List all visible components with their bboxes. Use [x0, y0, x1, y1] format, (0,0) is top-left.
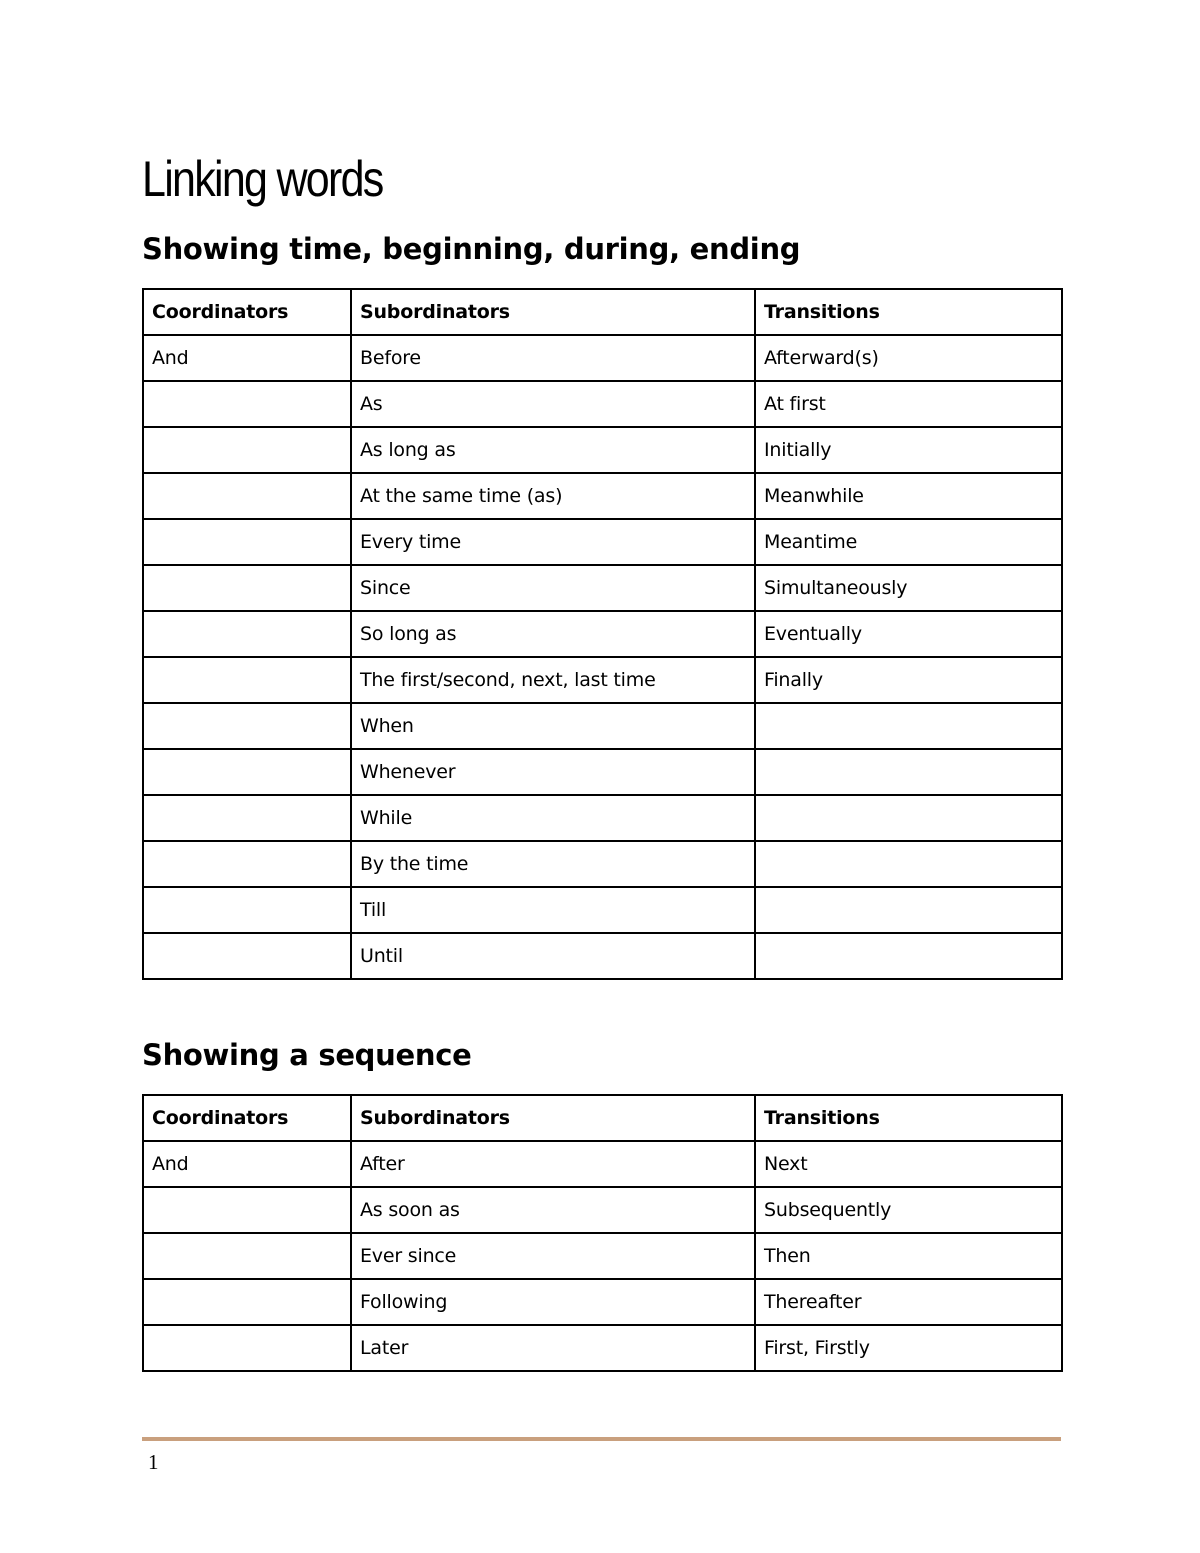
table-row: [143, 1141, 1062, 1187]
subordinator-cell: As long as: [351, 427, 755, 473]
coordinator-cell: [143, 933, 351, 979]
section-heading-time: Showing time, beginning, during, ending: [142, 232, 801, 266]
coordinator-cell: [143, 1279, 351, 1325]
coordinator-cell: And: [143, 335, 351, 381]
transition-cell: Afterward(s): [755, 335, 1062, 381]
coordinator-cell: And: [143, 1141, 351, 1187]
table-header-row: [143, 1095, 1062, 1141]
footer-rule: [142, 1437, 1061, 1441]
coordinator-cell: [143, 795, 351, 841]
table-row: [143, 1187, 1062, 1233]
coordinator-cell: [143, 887, 351, 933]
transition-cell: Meanwhile: [755, 473, 1062, 519]
transition-cell: Initially: [755, 427, 1062, 473]
table-row: [143, 749, 1062, 795]
subordinator-cell: Whenever: [351, 749, 755, 795]
sequence-linking-words-table: [142, 1094, 1063, 1372]
subordinator-cell: Every time: [351, 519, 755, 565]
coordinator-cell: [143, 1187, 351, 1233]
subordinator-cell: Later: [351, 1325, 755, 1371]
coordinator-cell: [143, 703, 351, 749]
transition-cell: At first: [755, 381, 1062, 427]
table-row: [143, 335, 1062, 381]
subordinator-cell: So long as: [351, 611, 755, 657]
subordinator-cell: As soon as: [351, 1187, 755, 1233]
coordinator-cell: [143, 519, 351, 565]
transition-cell: Finally: [755, 657, 1062, 703]
table-row: [143, 381, 1062, 427]
column-header-subordinator: Subordinators: [351, 1095, 755, 1141]
transition-cell: Thereafter: [755, 1279, 1062, 1325]
transition-cell: [755, 841, 1062, 887]
coordinator-cell: [143, 749, 351, 795]
subordinator-cell: As: [351, 381, 755, 427]
table-row: [143, 519, 1062, 565]
subordinator-cell: Till: [351, 887, 755, 933]
column-header-transition: Transitions: [755, 289, 1062, 335]
transition-cell: Simultaneously: [755, 565, 1062, 611]
column-header-transition: Transitions: [755, 1095, 1062, 1141]
transition-cell: Eventually: [755, 611, 1062, 657]
column-header-subordinator: Subordinators: [351, 289, 755, 335]
coordinator-cell: [143, 1325, 351, 1371]
subordinator-cell: The first/second, next, last time: [351, 657, 755, 703]
coordinator-cell: [143, 1233, 351, 1279]
table-row: [143, 933, 1062, 979]
table-row: [143, 887, 1062, 933]
subordinator-cell: Ever since: [351, 1233, 755, 1279]
transition-cell: Next: [755, 1141, 1062, 1187]
table-header-row: [143, 289, 1062, 335]
section-heading-sequence: Showing a sequence: [142, 1038, 472, 1072]
column-header-coordinator: Coordinators: [143, 289, 351, 335]
subordinator-cell: Following: [351, 1279, 755, 1325]
column-header-coordinator: Coordinators: [143, 1095, 351, 1141]
subordinator-cell: While: [351, 795, 755, 841]
transition-cell: [755, 933, 1062, 979]
coordinator-cell: [143, 611, 351, 657]
transition-cell: Meantime: [755, 519, 1062, 565]
subordinator-cell: Before: [351, 335, 755, 381]
transition-cell: First, Firstly: [755, 1325, 1062, 1371]
table-row: [143, 611, 1062, 657]
subordinator-cell: By the time: [351, 841, 755, 887]
page-title: Linking words: [142, 151, 383, 207]
transition-cell: [755, 795, 1062, 841]
coordinator-cell: [143, 473, 351, 519]
table-row: [143, 565, 1062, 611]
coordinator-cell: [143, 657, 351, 703]
transition-cell: Subsequently: [755, 1187, 1062, 1233]
table-row: [143, 1279, 1062, 1325]
subordinator-cell: Since: [351, 565, 755, 611]
coordinator-cell: [143, 565, 351, 611]
table-row: [143, 795, 1062, 841]
table-row: [143, 427, 1062, 473]
transition-cell: [755, 703, 1062, 749]
table-row: [143, 703, 1062, 749]
table-row: [143, 473, 1062, 519]
subordinator-cell: When: [351, 703, 755, 749]
table-row: [143, 1233, 1062, 1279]
coordinator-cell: [143, 381, 351, 427]
table-row: [143, 841, 1062, 887]
subordinator-cell: At the same time (as): [351, 473, 755, 519]
transition-cell: Then: [755, 1233, 1062, 1279]
table-row: [143, 1325, 1062, 1371]
coordinator-cell: [143, 427, 351, 473]
subordinator-cell: After: [351, 1141, 755, 1187]
table-row: [143, 657, 1062, 703]
transition-cell: [755, 749, 1062, 795]
transition-cell: [755, 887, 1062, 933]
time-linking-words-table: [142, 288, 1063, 980]
page-number: 1: [148, 1450, 159, 1474]
subordinator-cell: Until: [351, 933, 755, 979]
coordinator-cell: [143, 841, 351, 887]
